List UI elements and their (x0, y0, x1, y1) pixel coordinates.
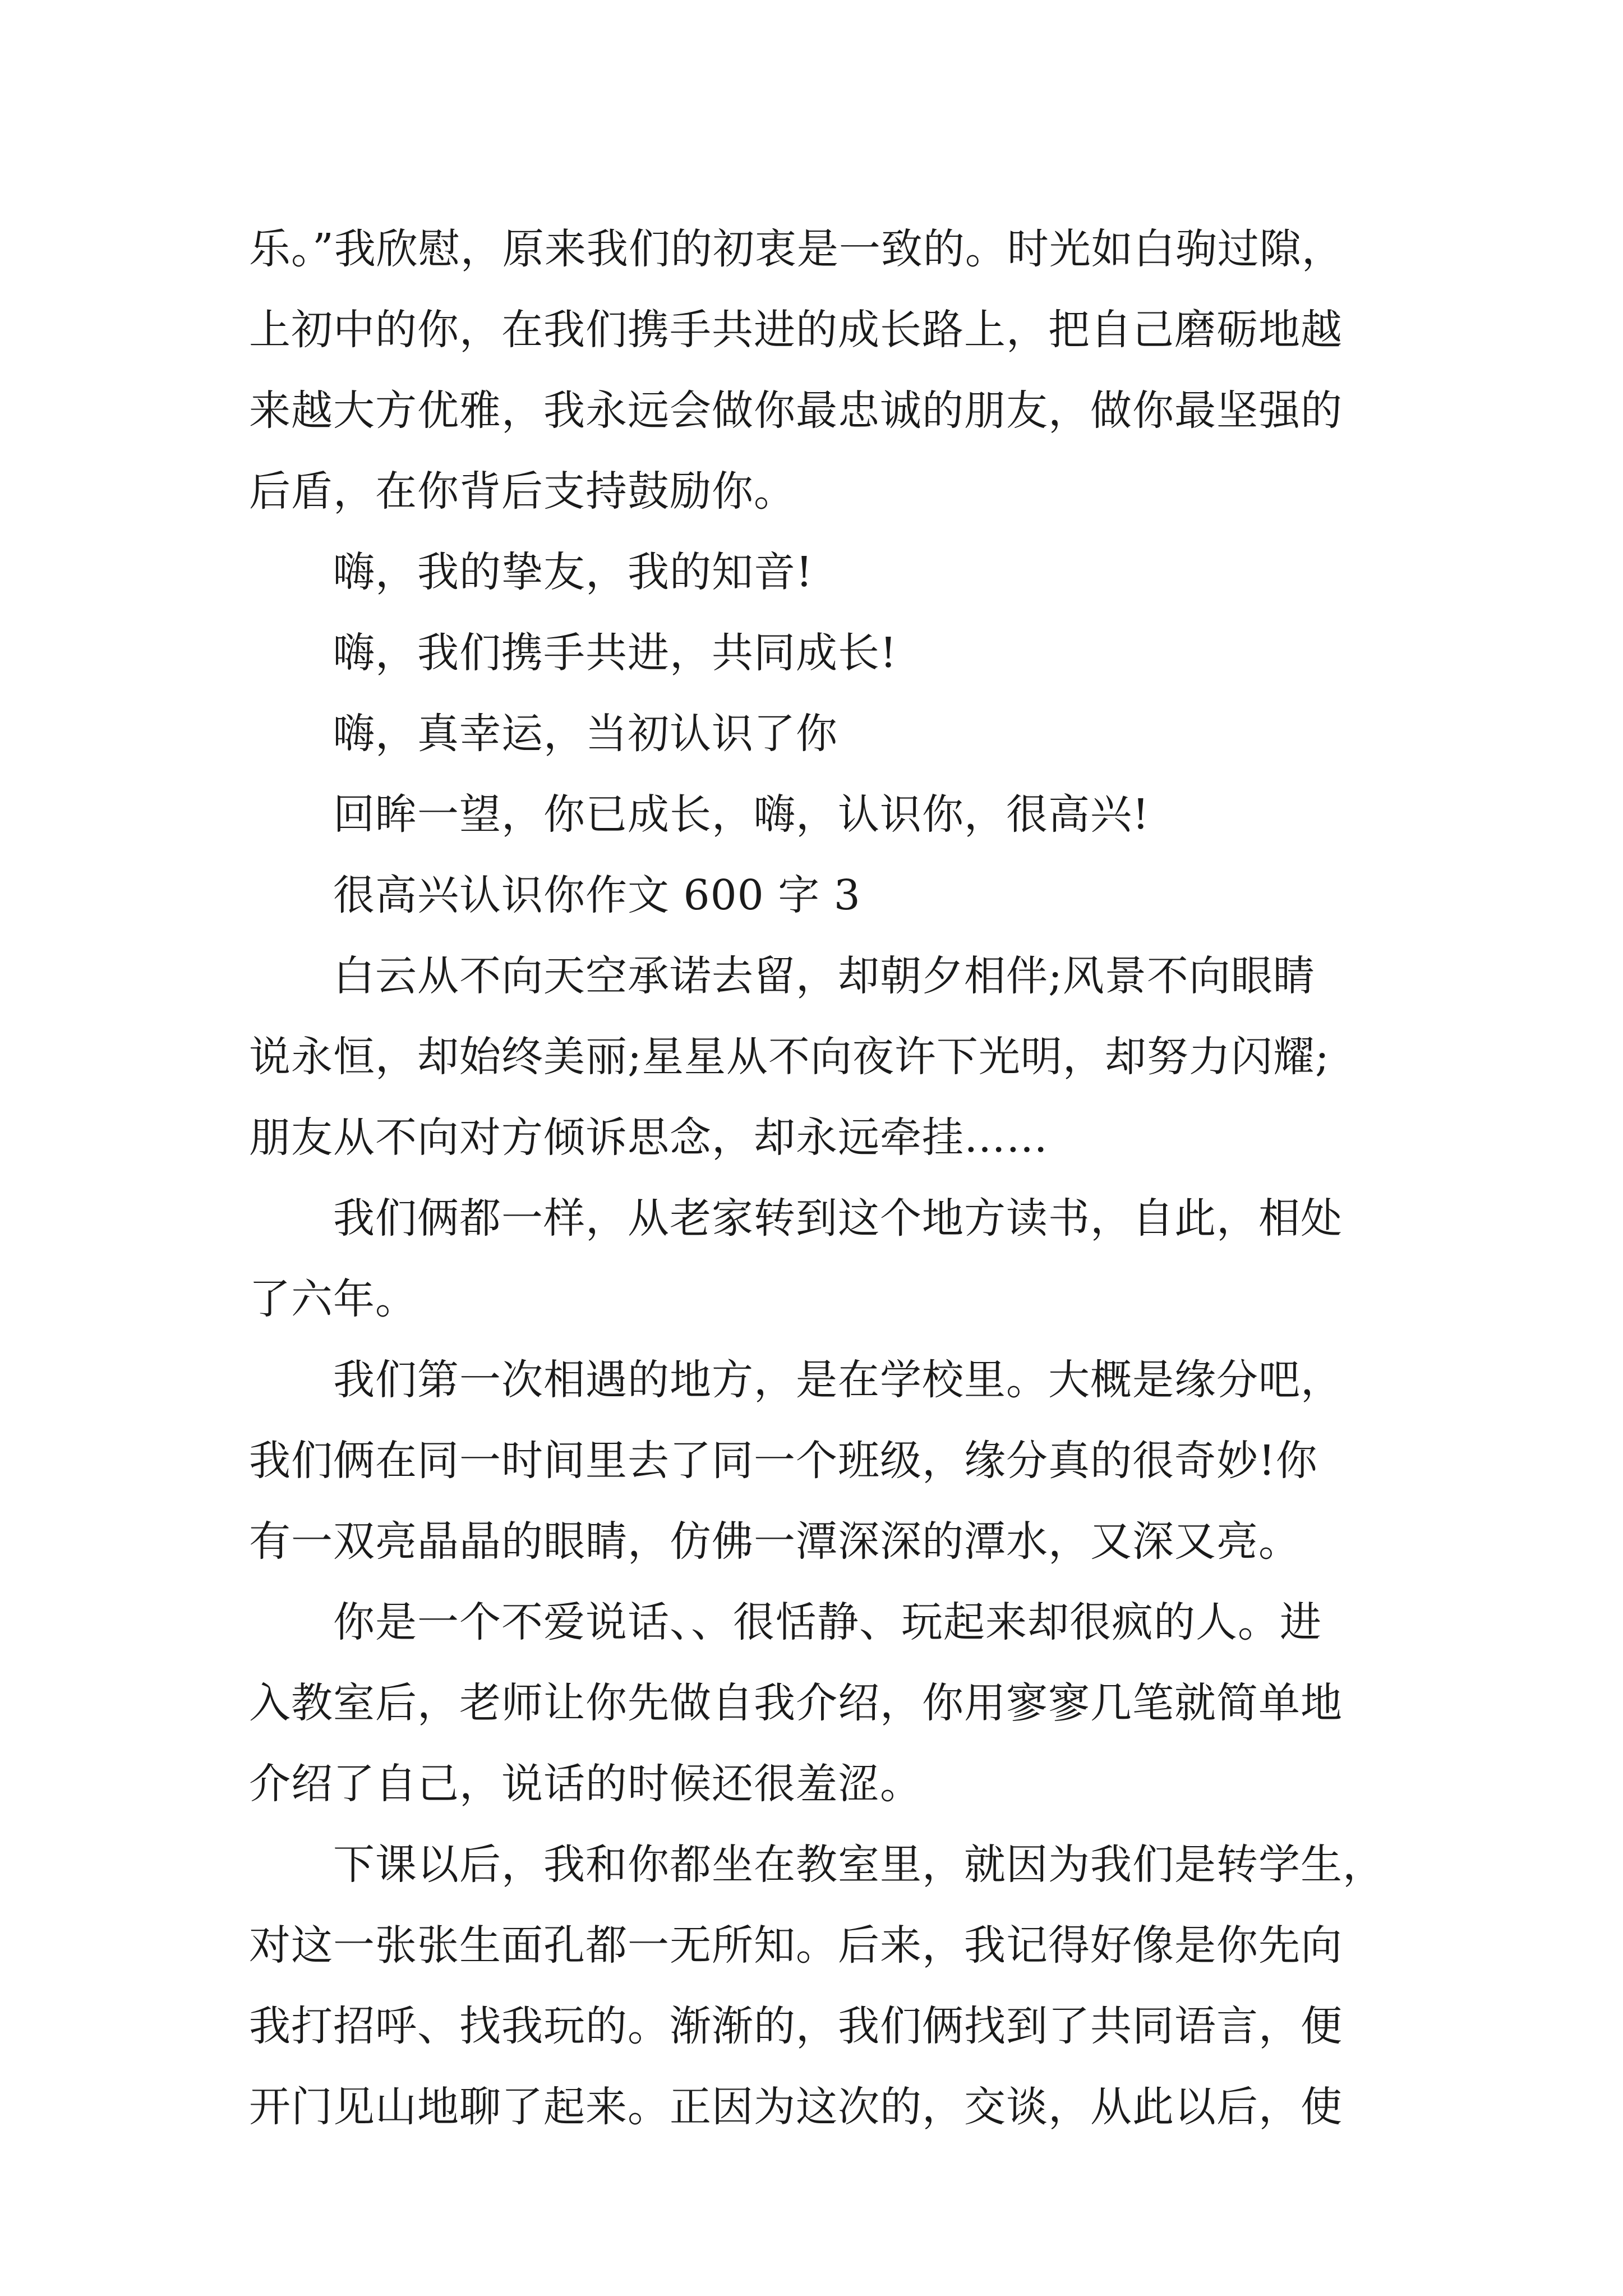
text-line: 介绍了自己，说话的时候还很羞涩。 (249, 1760, 922, 1808)
text-line: 白云从不向天空承诺去留，却朝夕相伴;风景不向眼睛 (333, 952, 1315, 1000)
text-line: 上初中的你，在我们携手共进的成长路上，把自己磨砺地越 (249, 306, 1343, 354)
text-line: 说永恒，却始终美丽;星星从不向夜许下光明，却努力闪耀; (249, 1033, 1330, 1081)
text-line: 了六年。 (249, 1275, 417, 1323)
text-line: 嗨，我的挚友，我的知音! (333, 548, 813, 596)
text-line: 嗨，我们携手共进，共同成长! (333, 629, 897, 677)
text-line: 对这一张张生面孔都一无所知。后来，我记得好像是你先向 (249, 1921, 1343, 1970)
text-line: 下课以后，我和你都坐在教室里，就因为我们是转学生， (333, 1841, 1385, 1889)
text-line: 后盾，在你背后支持鼓励你。 (249, 467, 796, 516)
section-heading: 很高兴认识你作文 600 字 3 (333, 871, 861, 919)
text-line: 有一双亮晶晶的眼睛，仿佛一潭深深的潭水，又深又亮。 (249, 1517, 1301, 1566)
text-line: 开门见山地聊了起来。正因为这次的，交谈，从此以后，使 (249, 2083, 1343, 2131)
text-line: 我们俩都一样，从老家转到这个地方读书，自此，相处 (333, 1194, 1343, 1243)
text-line: 我打招呼、找我玩的。渐渐的，我们俩找到了共同语言，便 (249, 2002, 1343, 2050)
text-line: 乐。”我欣慰，原来我们的初衷是一致的。时光如白驹过隙， (249, 225, 1344, 273)
text-line: 朋友从不向对方倾诉思念，却永远牵挂…… (249, 1114, 1048, 1162)
text-line: 回眸一望，你已成长，嗨，认识你，很高兴! (333, 790, 1150, 839)
essay-body (249, 209, 1385, 2147)
text-line: 你是一个不爱说话、、很恬静、玩起来却很疯的人。进 (333, 1598, 1322, 1646)
text-line: 来越大方优雅，我永远会做你最忠诚的朋友，做你最坚强的 (249, 386, 1343, 435)
text-line: 我们第一次相遇的地方，是在学校里。大概是缘分吧， (333, 1356, 1343, 1404)
text-line: 嗨，真幸运，当初认识了你 (333, 710, 838, 758)
text-line: 入教室后，老师让你先做自我介绍，你用寥寥几笔就简单地 (249, 1679, 1343, 1727)
text-line: 我们俩在同一时间里去了同一个班级，缘分真的很奇妙!你 (249, 1437, 1318, 1485)
